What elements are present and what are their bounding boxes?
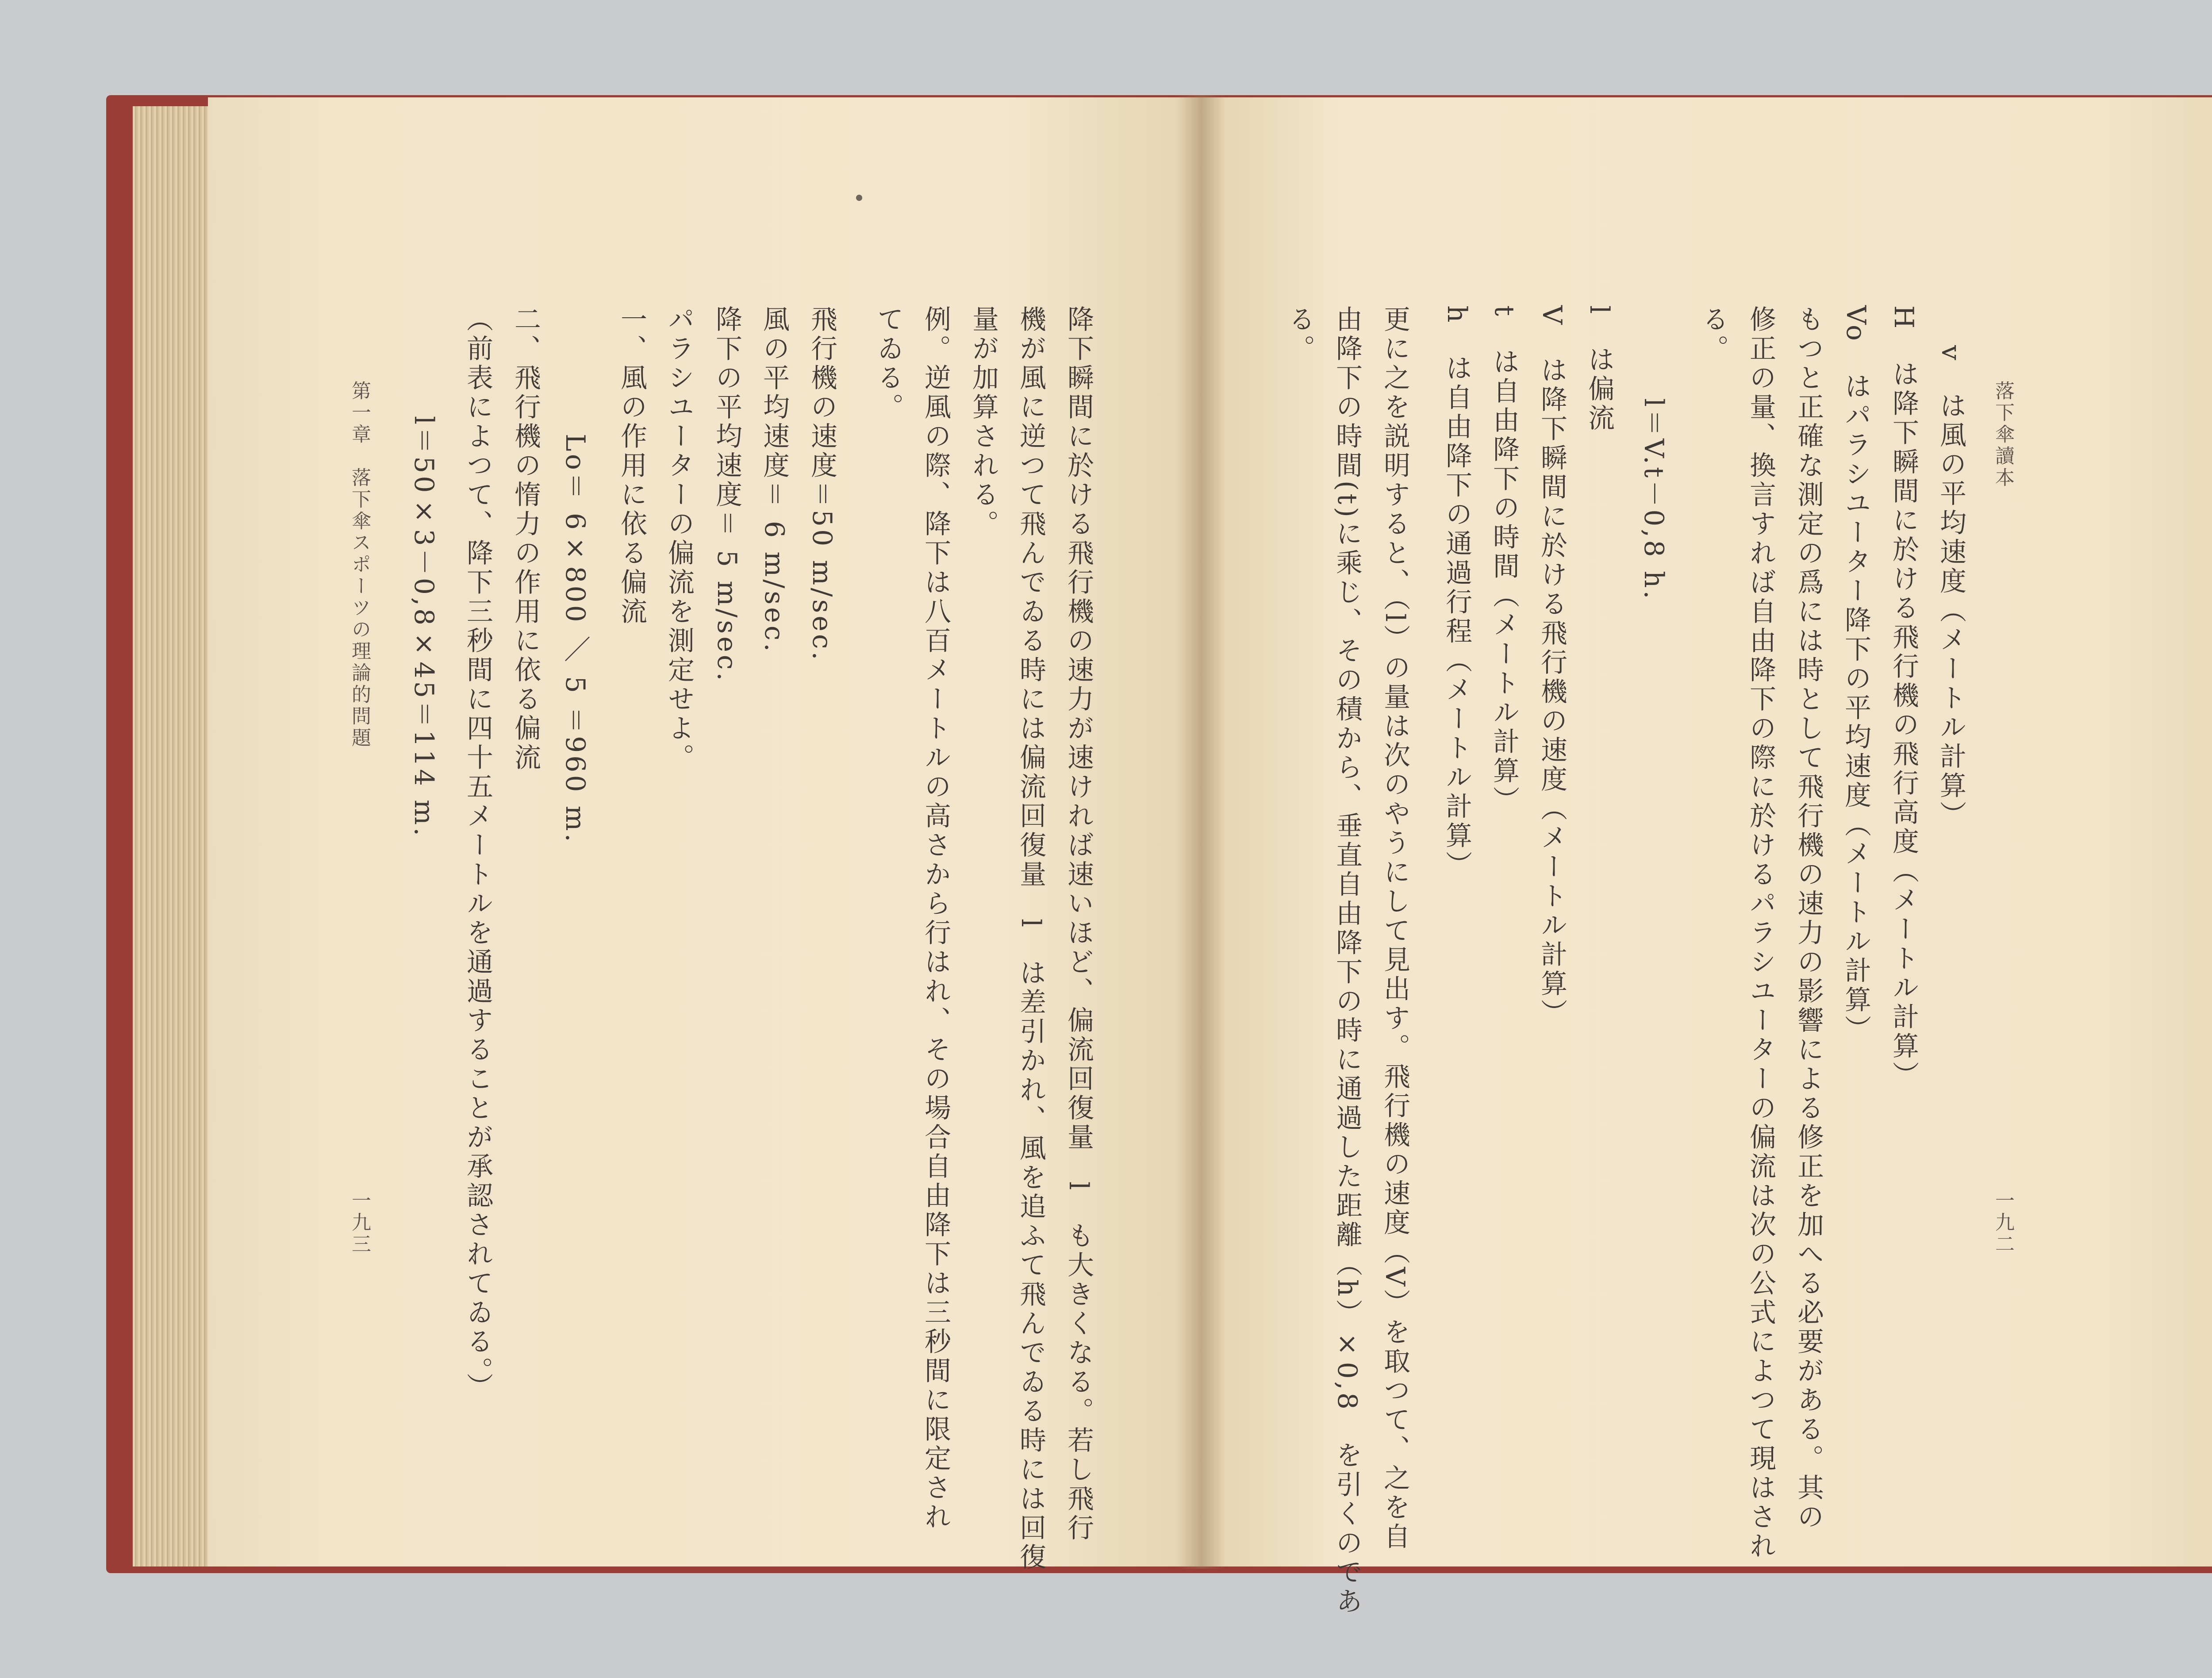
book-gutter: [1177, 95, 1225, 1569]
text-line: 風の平均速度＝ 6 m/sec.: [759, 305, 790, 654]
chapter-footer: 第一章 落下傘スポーツの理論的問題: [348, 381, 371, 749]
text-line: t は自由降下の時間（メートル計算）: [1489, 305, 1520, 816]
text-line: V は降下瞬間に於ける飛行機の速度（メートル計算）: [1536, 305, 1567, 1028]
speck-mark: [856, 195, 862, 201]
text-line: 降下瞬間に於ける飛行機の速力が速ければ速いほど、偏流回復量 l も大きくなる。若し飛行: [1063, 305, 1094, 1543]
text-line: H は降下瞬間に於ける飛行機の飛行高度（メートル計算）: [1888, 305, 1919, 1091]
text-line: 機が風に逆つて飛んでゐる時には偏流回復量 l は差引かれ、風を追ふて飛んでゐる時には回復: [1015, 305, 1046, 1573]
running-head: 落下傘讀本: [1992, 381, 2014, 489]
formula: l＝50×3－0,8×45＝114 m.: [408, 416, 439, 839]
text-line: てゐる。: [873, 305, 904, 422]
text-line: る。: [1698, 305, 1729, 364]
text-line: 飛行機の速度＝50 m/sec.: [806, 305, 837, 663]
text-line: 降下の平均速度＝ 5 m/sec.: [711, 305, 742, 684]
text-line: もつと正確な測定の爲には時として飛行機の速力の影響による修正を加へる必要がある。其の: [1793, 305, 1824, 1532]
formula: l＝V.t－0,8 h.: [1638, 398, 1669, 602]
left-page: [208, 97, 1199, 1566]
text-line: （前表によつて、降下三秒間に四十五メートルを通過することが承認されてゐる。）: [462, 305, 493, 1402]
text-line: 更に之を説明すると、（l）の量は次のやうにして見出す。飛行機の速度（V）を取つて、之を自: [1379, 305, 1410, 1552]
text-line: る。: [1284, 305, 1315, 364]
page-number: 一九三: [348, 1190, 371, 1255]
text-line: 由降下の時間(t)に乘じ、その積から、垂直自由降下の時に通過した距離（h）×0,8 を引くのであ: [1332, 305, 1363, 1616]
text-line: 量が加算される。: [968, 305, 999, 539]
text-line: Vo はパラシユーター降下の平均速度（メートル計算）: [1840, 305, 1871, 1044]
text-line: v は風の平均速度（メートル計算）: [1936, 345, 1966, 830]
page-number: 一九二: [1992, 1190, 2014, 1255]
text-line: パラシユーターの偏流を測定せよ。: [664, 305, 695, 773]
text-line: 例。逆風の際、降下は八百メートルの高さから行はれ、その場合自由降下は三秒間に限定され: [920, 305, 951, 1532]
text-line: 修正の量、換言すれば自由降下の際に於けるパラシユーターの偏流は次の公式によつて現はされ: [1745, 305, 1776, 1561]
text-line: 一、風の作用に依る偏流: [616, 305, 647, 627]
text-line: 二、飛行機の惰力の作用に依る偏流: [510, 305, 541, 773]
formula: Lo＝ 6×800 ／ 5 ＝960 m.: [560, 434, 591, 845]
text-line: l は偏流: [1584, 305, 1615, 434]
text-line: h は自由降下の通過行程（メートル計算）: [1441, 305, 1472, 880]
